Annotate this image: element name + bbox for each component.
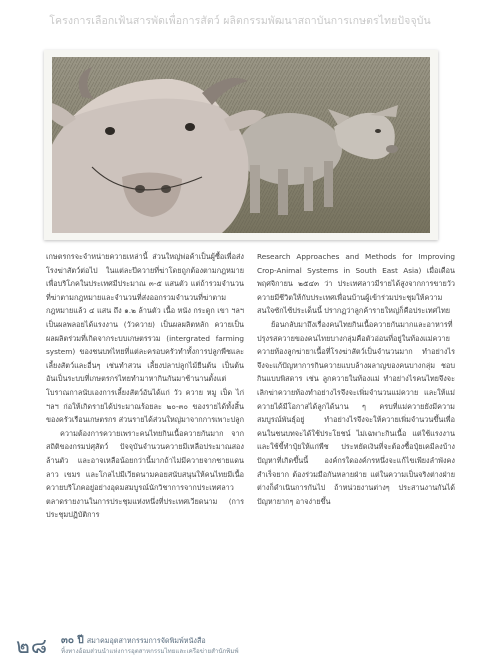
water-buffalo-photo bbox=[52, 57, 430, 233]
running-header: โครงการเลือกเฟ้นสารพัดเพื่อการสัตว์ ผลิตกรรมพัฒนาสถาบันการเกษตรไทยปัจจุบัน bbox=[49, 15, 431, 27]
footer-title-text: สมาคมอุตสาหกรรมการจัดพิมพ์หนังสือ bbox=[86, 636, 206, 645]
footer-subtitle: ทิ้งทางอ้อมส่วนนำแห่งการอุตสาหกรรมไทยและเครือข่ายสำนักพิมพ์ bbox=[61, 648, 239, 655]
paragraph: ความต้องการควายเพราะคนไทยกินเนื้อควายกันมาก จากสถิติของกรมปศุสัตว์ ปัจจุบันจำนวนควายมีเหลือประมาณสองล้านตัว และอาจเหลือน้อยกว่านี้มากถ้าไม่มีควายจากชายแดนลาว เขมร และโกลไปมีเวียดนามคอยสนับสนุนให้คนไทยมีเนื้อควายบริโภคอยู่อย่างอุดมสมบูรณ์นักวิชาการจากประเทศลาวตลาดรายงานในการประชุมแห่งหนึ่งที่ประเทศเวียดนาม (การประชุมปฏิบัติการ bbox=[46, 428, 244, 520]
paragraph: เกษตรกรจะจำหน่ายควายเหล่านี้ ส่วนใหญ่พ่อค้าเป็นผู้ซื้อเพื่อส่งโรงฆ่าสัตว์ต่อไป ในแต่ละปีควายที่ฆ่าโดยถูกต้องตามกฎหมายเพื่อบริโภคในประเทศมีประมาณ ๓-๕ แสนตัว แต่ถ้ารวมจำนวนที่ฆ่าตามกฎหมายและจำนวนที่ส่งออกรวมจำนวนที่ฆ่าตามกฎหมายแล้ว ๔ แสน ถึง ๑.๒ ล้านตัว เนื้อ หนัง กระดูก เขา ฯลฯ เป็นผลพลอยได้แรงงาน (วัวควาย) เป็นผลผลิตหลัก ควายเป็นผลผลิตร่วมที่เกิดจากระบบเกษตรรวม (intergrated farming system) ของชนบทไทยที่แต่ละครอบครัวทำทั้งการปลูกพืชและเลี้ยงสัตว์และอื่นๆ เช่นทำสวน เลี้ยงปลาปลูกไม้ยืนต้น เป็นต้น อันเป็นระบบที่เกษตรกรไทยทำมาหากินกันมาช้านานตั้งแต่โบราณกาลนับเองการเลี้ยงสัตว์อันได้แก่ วัว ควาย หมู เป็ด ไก่ ฯลฯ ก่อให้เกิดรายได้ประมาณร้อยละ ๒๐-๓๐ ของรายได้ทั้งสิ้นของครัวเรือนเกษตรกร ส่วนรายได้ส่วนใหญ่มาจากการเพาะปลูก bbox=[46, 252, 244, 425]
text-column-right bbox=[257, 250, 455, 508]
page-number: ๒๘ bbox=[16, 634, 49, 658]
page-footer bbox=[0, 628, 480, 669]
paragraph: ย้อนกลับมาถึงเรื่องคนไทยกินเนื้อควายกันมากและอาหารที่ปรุงรสควายของคนไทยบางกลุ่มคือตัวอ่อนที่อยู่ในท้องแม่ควาย ควายท้องลูกฆ่ายาเนื้อที่โรงฆ่าสัตว์เป็นจำนวนมาก ทำอย่างไรจึงจะแก้ปัญหาการกินควายแบบล้างผลาญของคนบางกลุ่ม ชอบกินแบบพิสดาร เช่น ลูกควายในท้องแม่ ทำอย่างไรคนไทยจึงจะเลิกฆ่าควายท้องทำอย่างไรจึงจะเพิ่มจำนวนแม่ควาย และให้แม่ควายได้มีโอกาสได้ลูกได้นาน ๆ ครบที่แม่ควายยังมีความสมบูรณ์พันธุ์อยู่ ทำอย่างไรจึงจะให้ควายเพิ่มจำนวนขึ้นเพื่อคนในชนบทจะได้ใช้ประโยชน์ ไม่เฉพาะกินเนื้อ แต่ใช้แรงงาน และใช้ขี้ทำปุ๋ยให้แก่พืช ประหยัดเงินที่จะต้องซื้อปุ๋ยเคมีลงบ้าง ปัญหาที่เกิดขึ้นนี้ องค์กรใดองค์กรหนึ่งจะแก้ไขเพียงลำพังคงสำเร็จยาก ต้องร่วมมือกันหลายฝ่าย แต่ในความเป็นจริงต่างฝ่ายต่างก็ดำเนินการกันไป ถ้าหน่วยงานต่างๆ ประสานงานกันได้ ปัญหายากๆ อาจง่ายขึ้น bbox=[257, 319, 455, 506]
photo-frame bbox=[44, 50, 438, 240]
paragraph: Research Approaches and Methods for Improving Crop-Animal Systems in South East Asia) เมื่อเดือนพฤศจิกายน ๒๕๔๓ ว่า ประเทศลาวมีรายได้สูงจากการขายวัวควายมีชีวิตให้กับประเทศเพื่อนบ้านผู้เข้าร่วมประชุมให้ความสนใจซักไซ้ประเด็นนี้ ปรากฏว่าลูกค้ารายใหญ่ก็คือประเทศไทย bbox=[257, 252, 455, 316]
anniversary-label: ๓๐ ปี bbox=[61, 635, 84, 646]
text-column-left bbox=[46, 250, 244, 522]
